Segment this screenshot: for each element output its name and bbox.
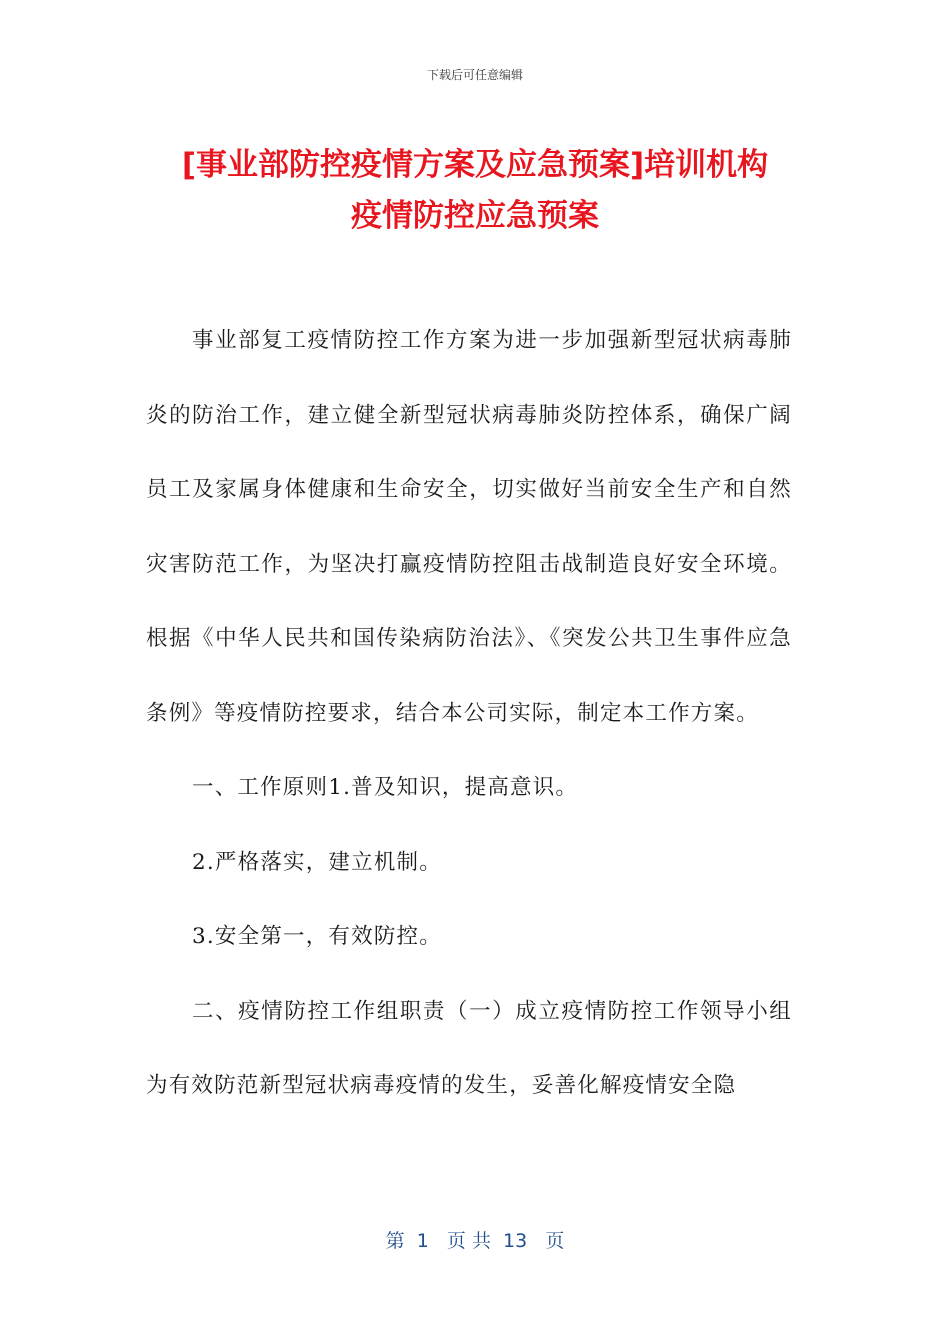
- document-body: [146, 304, 792, 1124]
- document-title: [120, 140, 830, 242]
- paragraph-principle-3: 3.安全第一，有效防控。: [192, 924, 442, 949]
- title-line-2: 疫情防控应急预案: [351, 198, 599, 234]
- paragraph-intro: 事业部复工疫情防控工作方案为进一步加强新型冠状病毒肺炎的防治工作，建立健全新型冠状病毒肺炎防控体系，确保广阔员工及家属身体健康和生命安全，切实做好当前安全生产和自然灾害防范工作，为坚决打赢疫情防控阻击战制造良好安全环境。根据《中华人民共和国传染病防治法》、《突发公共卫生事件应急条例》等疫情防控要求，结合本公司实际，制定本工作方案。: [146, 328, 792, 726]
- paragraph-principle-2: 2.严格落实，建立机制。: [192, 849, 442, 875]
- paragraph-section-2: 二、疫情防控工作组职责（一）成立疫情防控工作领导小组为有效防范新型冠状病毒疫情的发生，妥善化解疫情安全隐: [146, 998, 792, 1098]
- header-note: 下载后可任意编辑: [426, 68, 523, 82]
- title-line-1: [事业部防控疫情方案及应急预案]培训机构: [181, 147, 769, 183]
- paragraph-principle-1: 一、工作原则1.普及知识，提高意识。: [192, 775, 579, 800]
- page-number: 第 1 页 共 13 页: [385, 1230, 565, 1252]
